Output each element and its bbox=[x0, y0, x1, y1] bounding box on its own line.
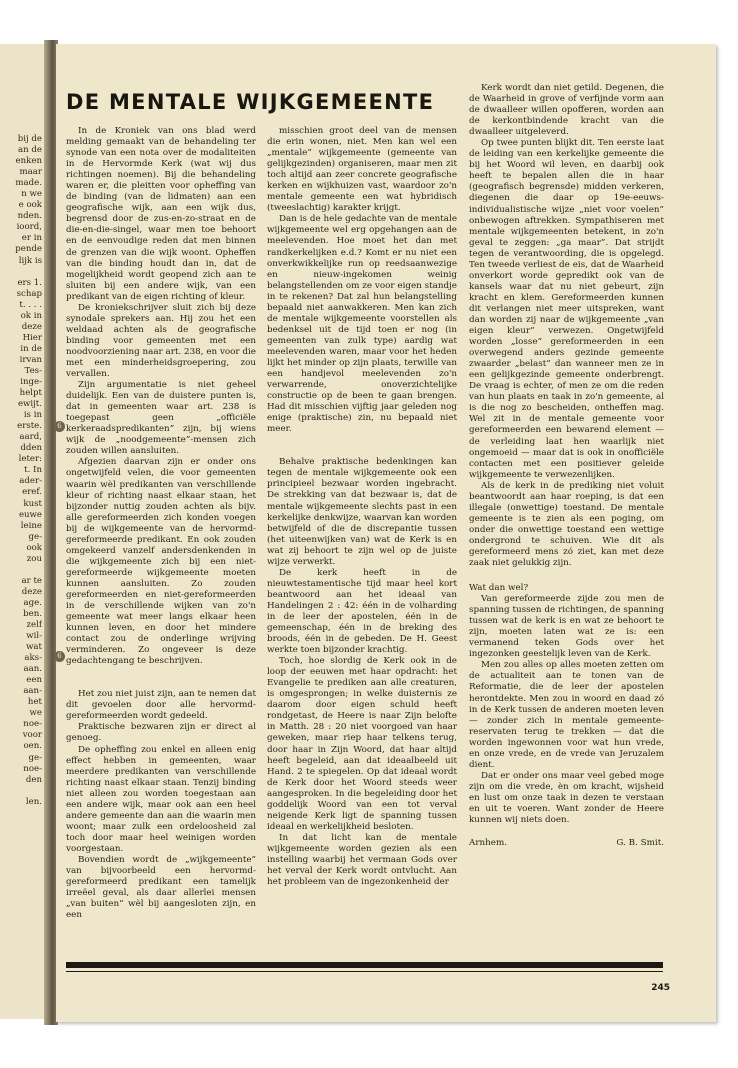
previous-page-line: er in bbox=[21, 233, 42, 244]
previous-page-line: t. . . . bbox=[19, 299, 42, 310]
article-paragraph: De kerk heeft in de nieuwtestamentische tijd maar heel kort beantwoord aan het ideaal van Handelingen 2 : 42: één in de volharding in de leer der apostelen, één in de gemeenschap, één in de breking des broods, één in de gebeden. De H. Geest werkte toen bijzonder krachtig. bbox=[267, 567, 457, 656]
article-column-2 bbox=[267, 126, 457, 888]
previous-page-line: bij de bbox=[17, 134, 42, 144]
article-paragraph: Behalve praktische bedenkingen kan tegen de mentale wijkgemeente ook een principieel bezwaar worden ingebracht. De strekking van dat bezwaar is, dat de mentale wijkgemeente slechts past in een kerkelijke denkwijze, waarvan kan worden betwijfeld of die de discrepantie tussen (het uiteenwijken van) wat de Kerk is en wat zij behoort te zijn wel op de juiste wijze verwerkt. bbox=[267, 457, 457, 567]
previous-page-line: aan. bbox=[23, 664, 42, 675]
article-paragraph: Op twee punten blijkt dit. Ten eerste laat de leiding van een kerkelijke gemeente die bij het Woord wil leven, en daarbij ook heeft te bepalen allen die in haar (geografisch begrensde) midden verkeren, diegenen die daar op 19e-eeuws-individualistische wijze „niet voor voelen” onbewogen aftrekken. Sympathiseren met mentale wijkgemeenten betekent, in zo'n geval te zeggen: „ga maar”. Dat strijdt tegen de verantwoording, die is opgelegd. Ten tweede verliest de eis, dat de Waarheid onverkort worde gepredikt ook van de kansels waar dat nu niet gebeurt, zijn kracht en klem. Gereformeerden kunnen dit verlangen niet meer uitspreken, want dan worden zij naar de wijkgemeente „van eigen kleur” verwezen. Ongetwijfeld worden „losse” gereformeerden in een overwegend anders gezinde gemeente zwaarder „belast” dan wanneer men ze in een gelijkgezinde gemeente onderbrengt. De vraag is echter, of men ze om die reden van hun plaats en taak in zo'n gemeente, al is die nog zo bescheiden, ontheffen mag. Wel zit in de mentale gemeente voor gereformeerden een bewarend element — de verleiding laat hen waarlijk niet ongemoeid — maar dat is ook in onofficiële contacten met een positiever geleide wijkgemeente te verwezenlijken. bbox=[469, 138, 664, 480]
previous-page-line: age. bbox=[23, 597, 42, 608]
footer-rule-thin bbox=[66, 971, 663, 972]
footer-rule-thick bbox=[66, 962, 663, 968]
previous-page-line: ader- bbox=[19, 476, 42, 487]
page-number: 245 bbox=[651, 983, 670, 993]
previous-page-line: wil- bbox=[26, 631, 42, 642]
previous-page-line: oen. bbox=[23, 741, 42, 752]
previous-page-line: leter: bbox=[18, 454, 42, 465]
article-paragraph: Als de kerk in de prediking niet voluit beantwoordt aan haar roeping, is dat een illegale (onwettige) toestand. De mentale gemeente is te zien als een poging, om onder die onwettige toestand een wettige ondergrond te schuiven. Wie dit als gereformeerd mens zó ziet, kan met deze zaak niet gelukkig zijn. bbox=[469, 480, 664, 569]
section-heading: Wat dan wel? bbox=[469, 583, 529, 594]
article-paragraph: De kroniekschrijver sluit zich bij deze synodale sprekers aan. Hij zou het een weldaad achten als de geografische binding voor gemeenten met een noodvoorziening naar art. 238, en voor die met een minderheidsgroepering, zou vervallen. bbox=[66, 302, 256, 380]
article-paragraph: Dat er onder ons maar veel gebed moge zijn om die vrede, èn om kracht, wijsheid en lust om onze taak in dezen te verstaan en uit te voeren. Want zonder de Heere kunnen wij niets doen. bbox=[469, 770, 664, 826]
article-signature bbox=[469, 838, 664, 849]
previous-page-line: erste. bbox=[17, 421, 42, 432]
article-paragraph: Van gereformeerde zijde zou men de spanning tussen de richtingen, de spanning tussen wat de kerk is en wat ze behoort te zijn, moeten laten wat ze is: een vermanend teken Gods over het ingezonken geestelijk leven van de Kerk. bbox=[469, 594, 664, 660]
previous-page-line: nden. bbox=[17, 211, 42, 222]
previous-page-line: euwe bbox=[18, 509, 42, 520]
previous-page-line: helpt bbox=[19, 388, 42, 399]
previous-page-line: deze bbox=[21, 586, 42, 597]
previous-page-line: t. In bbox=[24, 465, 42, 476]
previous-page-line: wat bbox=[26, 642, 42, 653]
previous-page-line: zou bbox=[26, 553, 42, 564]
previous-page-line: in de bbox=[20, 343, 42, 354]
previous-page-line: ook bbox=[26, 542, 42, 553]
article-paragraph: Bovendien wordt de „wijkgemeente” van bijvoorbeeld een hervormd-gereformeerd predikant een tamelijk irreëel geval, als daar allerlei mensen „van buiten” wèl bij aangesloten zijn, en een bbox=[66, 855, 256, 921]
previous-page-line: het bbox=[27, 697, 42, 708]
article-paragraph: Zijn argumentatie is niet geheel duidelijk. Een van de duistere punten is, dat in gemeenten waar art. 238 is toegepast geen „officiële kerkeraadspredikanten” zijn, bij wiens wijk de „noodgemeente”-mensen zich zouden willen aansluiten. bbox=[66, 380, 256, 457]
previous-page-line: voor bbox=[22, 730, 42, 741]
previous-page-line: dden bbox=[20, 443, 42, 454]
article-title: DE MENTALE WIJKGEMEENTE bbox=[66, 90, 435, 114]
article-column-1 bbox=[66, 126, 256, 921]
previous-page-line: zelf bbox=[26, 619, 42, 630]
article-paragraph: Toch, hoe slordig de Kerk ook in de loop der eeuwen met haar opdracht: het Evangelie te prediken aan alle creaturen, is omgesprongen; in welke duisternis ze daarom door eigen schuld heeft rondgetast, de Heere is naar Zijn belofte in Matth. 28 : 20 niet voorgoed van haar geweken, maar riep haar telkens terug, door haar in Zijn Woord, dat haar altijd heeft begeleid, aan dat ideaalbeeld uit Hand. 2 te spiegelen. Op dat ideaal wordt de Kerk door het Woord steeds weer aangesproken. In die begeleiding door het goddelijk Woord van een tot verval neigende Kerk ligt de spanning tussen ideaal en werkelijkheid besloten. bbox=[267, 656, 457, 832]
article-column-3 bbox=[469, 83, 664, 849]
previous-page-line: n we bbox=[21, 189, 42, 200]
previous-page-line: len. bbox=[25, 796, 42, 807]
previous-page-edge bbox=[0, 44, 50, 1019]
previous-page-line: ok in bbox=[20, 310, 42, 321]
previous-page-line: aks- bbox=[24, 653, 42, 664]
previous-page-line: aard, bbox=[19, 432, 42, 443]
punch-hole-marker: 6 bbox=[54, 651, 65, 662]
previous-page-fragments bbox=[2, 134, 42, 808]
previous-page-line: Tes- bbox=[24, 365, 42, 376]
previous-page-line: irvan bbox=[19, 354, 42, 365]
signature-author: G. B. Smit. bbox=[616, 838, 664, 849]
previous-page-line: ben. bbox=[23, 608, 42, 619]
previous-page-line: enken bbox=[15, 156, 42, 167]
punch-hole-marker: 6 bbox=[54, 421, 65, 432]
previous-page-line: pende bbox=[15, 244, 42, 255]
previous-page-line: leine bbox=[20, 520, 42, 531]
previous-page-line: is in bbox=[23, 410, 42, 421]
previous-page-line: den bbox=[25, 774, 42, 785]
article-paragraph: Praktische bezwaren zijn er direct al genoeg. bbox=[66, 722, 256, 744]
article-paragraph: Afgezien daarvan zijn er onder ons ongetwijfeld velen, die voor gemeenten waarin wèl predikanten van verschillende kleur of richting naast elkaar staan, het bijzonder nuttig zouden achten als bijv. alle gereformeerden zich konden voegen bij de wijkgemeente van de hervormd-gereformeerde predikant. En ook zouden omgekeerd vanzelf andersdenkenden in die wijkgemeente zich bij een niet-gereformeerde wijkgemeente moeten kunnen aansluiten. Zo zouden gereformeerden en niet-gereformeerden in de verschillende wijken van zo'n gemeente wat meer langs elkaar heen kunnen leven, en door het mindere contact zou de onderlinge wrijving verminderen. Zo ongeveer is deze gedachtengang te beschrijven. bbox=[66, 457, 256, 667]
article-paragraph: Kerk wordt dan niet getild. Degenen, die de Waarheid in grove of verfijnde vorm aan de dwaalleer willen opofferen, worden aan de kerkontbindende kracht van die dwaalleer uitgeleverd. bbox=[469, 83, 664, 138]
signature-place: Arnhem. bbox=[469, 838, 508, 849]
previous-page-line: Hier bbox=[22, 332, 42, 343]
article-paragraph: Dan is de hele gedachte van de mentale wijkgemeente wel erg opgehangen aan de meelevenden. Hoe moet het dan met randkerkelijken e.d.? Komt er nu niet een onverkwikkelijke run op reedsaanwezige en nieuw-ingekomen weinig belangstellenden om ze voor eigen standje in te rekenen? Dat zal hun belangstelling bepaald niet aanwakkeren. Men kan zich de mentale wijkgemeente voorstellen als bedenksel uit de tijd toen er nog (in gemeenten van zulk type) aardig wat meelevenden waren, maar voor het heden lijkt het minder op zijn plaats, terwille van een handjevol meelevenden zo'n verwarrende, onoverzichtelijke constructie op de been te gaan brengen. Had dit misschien vijftig jaar geleden nog enige (praktische) zin, nu bepaald niet meer. bbox=[267, 214, 457, 435]
previous-page-line: inge- bbox=[20, 376, 42, 387]
article-paragraph: In dat licht kan de mentale wijkgemeente worden gezien als een instelling waarbij het vermaan Gods over het verval der Kerk wordt ontvlucht. Aan het probleem van de ingezonkenheid der bbox=[267, 832, 457, 888]
previous-page-line: lijk is bbox=[18, 255, 42, 266]
previous-page-line: ioord, bbox=[16, 222, 42, 233]
previous-page-line: e ook bbox=[18, 200, 42, 211]
article-paragraph: De opheffing zou enkel en alleen enig effect hebben in gemeenten, waar meerdere predikanten van verschillende richting naast elkaar staan. Tenzij binding niet alleen zou worden toegestaan aan een andere wijk, maar ook aan een heel andere gemeente dan aan die waarin men woont; maar zulk een ordeloosheid zal toch door maar heel weinigen worden voorgestaan. bbox=[66, 744, 256, 854]
previous-page-line: een bbox=[26, 675, 42, 686]
previous-page-line: eref. bbox=[22, 487, 42, 498]
previous-page-line: noe- bbox=[23, 763, 42, 774]
previous-page-line: ge- bbox=[28, 531, 42, 542]
article-paragraph: Het zou niet juist zijn, aan te nemen dat dit gevoelen door alle hervormd-gereformeerden wordt gedeeld. bbox=[66, 689, 256, 722]
previous-page-line: ers 1. bbox=[17, 277, 42, 288]
previous-page-line: deze bbox=[21, 321, 42, 332]
previous-page-line: maar bbox=[19, 167, 42, 178]
article-paragraph: misschien groot deel van de mensen die erin wonen, niet. Men kan wel een „mentale” wijkgemeente (gemeente van gelijkgezinden) organiseren, maar men zit toch altijd aan zeer concrete geografische kerken en wijkhuizen vast, waardoor zo'n mentale gemeente een wat hybridisch (tweeslachtig) karakter krijgt. bbox=[267, 126, 457, 214]
previous-page-line: made. bbox=[15, 178, 42, 189]
previous-page-line: schap bbox=[16, 288, 42, 299]
previous-page-line: ar te bbox=[21, 575, 42, 586]
previous-page-line: noe- bbox=[23, 719, 42, 730]
previous-page-line: aan- bbox=[23, 686, 42, 697]
previous-page-line: ewijt. bbox=[17, 399, 42, 410]
previous-page-line: kust bbox=[23, 498, 42, 509]
article-paragraph: In de Kroniek van ons blad werd melding gemaakt van de behandeling ter synode van een nota over de modaliteiten in de Hervormde Kerk (wat wij dus richtingen noemen). Bij die behandeling waren er, die pleitten voor opheffing van de binding (van de lidmaten) aan een geografische wijk, aan een wijk dus, begrensd door de zus-en-zo-straat en de die-en-die-singel, waar men toe behoort en de eenvoudige reden dat men binnen de grenzen van die wijk woont. Opheffen van die binding houdt dan in, dat de mogelijkheid wordt geopend zich aan te sluiten bij een andere wijk, van een predikant van de eigen richting of kleur. bbox=[66, 126, 256, 302]
previous-page-line: ge- bbox=[28, 752, 42, 763]
article-paragraph: Men zou alles op alles moeten zetten om de actualiteit aan te tonen van de Reformatie, die de leer der apostelen herontdekte. Men zou in woord en daad zó in de Kerk tussen de anderen moeten leven — zonder zich in mentale gemeente-reservaten terug te trekken — dat die worden ingewonnen voor wat hun vrede, en onze vrede, en de vrede van Jeruzalem dient. bbox=[469, 660, 664, 770]
previous-page-line: we bbox=[29, 708, 42, 719]
previous-page-line: an de bbox=[18, 145, 42, 156]
